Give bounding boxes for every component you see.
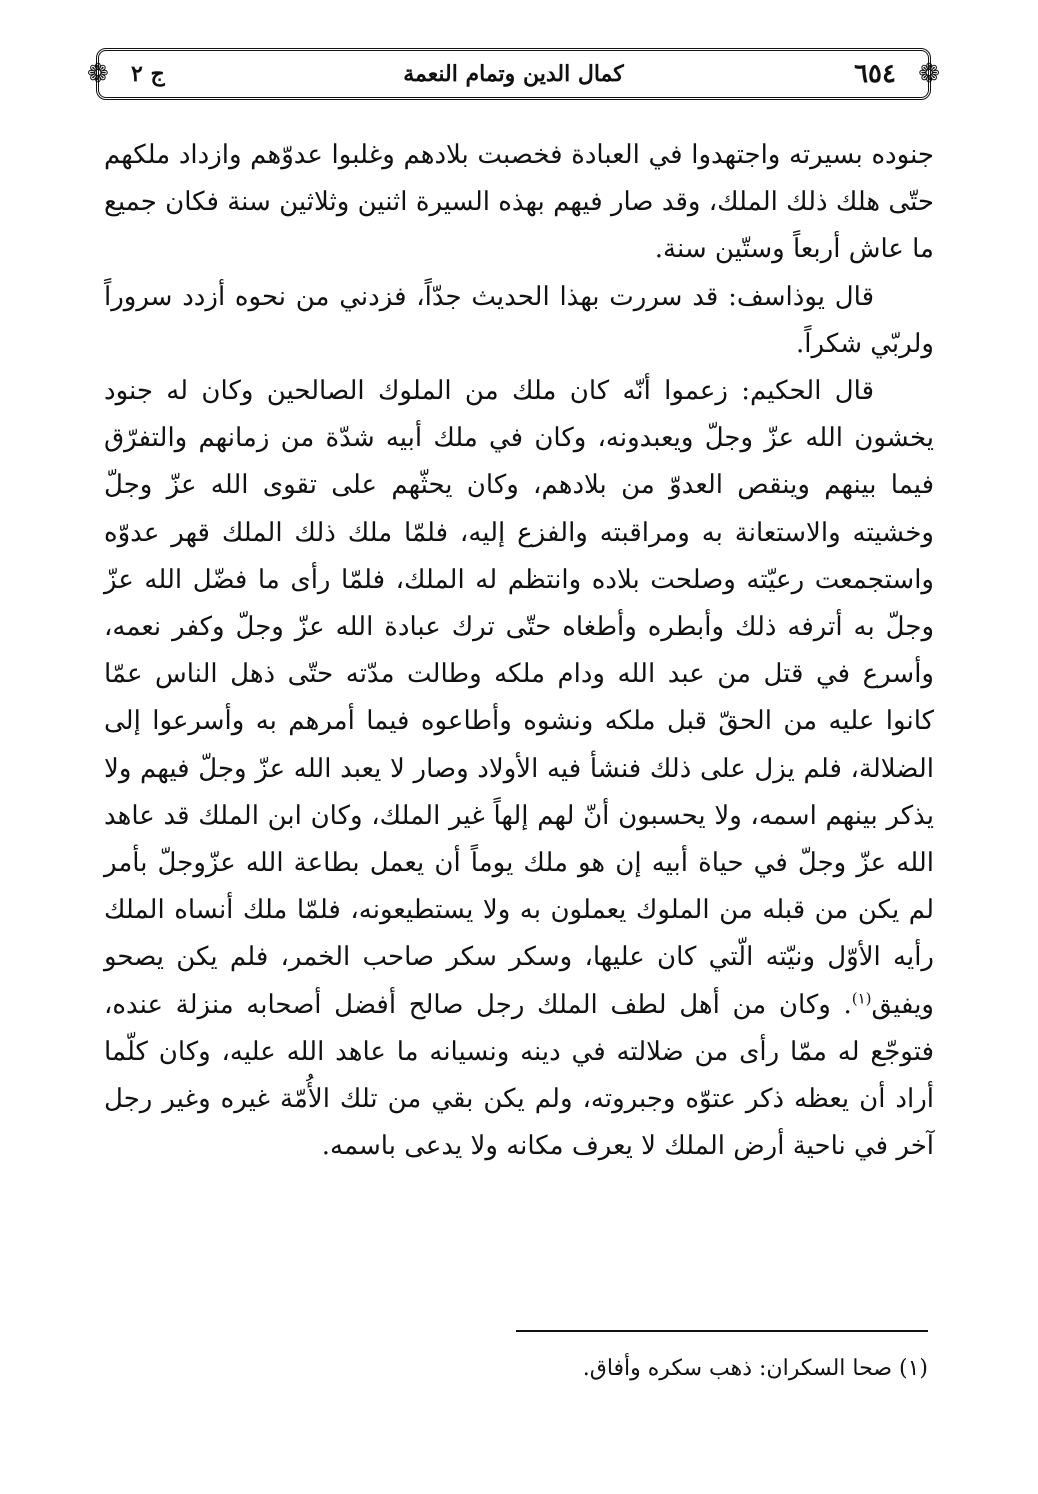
footnote-separator xyxy=(516,1330,928,1332)
header-ornament-left-icon: ❁ xyxy=(87,59,109,89)
volume-label: ج ٢ xyxy=(131,61,165,87)
paragraph-3-part-1: قال الحكيم: زعموا أنّه كان ملك من الملوك الصالحين وكان له جنود يخشون الله عزّ وجلّ ويعبدونه، وكان في ملك أبيه شدّة من زمانهم والتفرّق فيما بينهم وينقص العدوّ من بلادهم، وكان يحثّهم على تقوى الله عزّ وجلّ وخشيته والاستعانة به ومراقبته والفزع إليه، فلمّا ملك ذلك الملك قهر عدوّه واستجمعت رعيّته وصلحت بلاده وانتظم له الملك، فلمّا رأى ما فضّل الله عزّ وجلّ به أترفه ذلك وأبطره وأطغاه حتّى ترك عبادة الله عزّ وجلّ وكفر نعمه، وأسرع في قتل من عبد الله ودام ملكه وطالت مدّته حتّى ذهل الناس عمّا كانوا عليه من الحقّ قبل ملكه ونشوه وأطاعوه فيما أمرهم به وأسرعوا إلى الضلالة، فلم يزل على ذلك فنشأ فيه الأولاد وصار لا يعبد الله عزّ وجلّ فيهم ولا يذكر بينهم اسمه، ولا يحسبون أنّ لهم إلهاً غير الملك، وكان ابن الملك قد عاهد الله عزّ وجلّ في حياة أبيه إن هو ملك يوماً أن يعمل بطاعة الله عزّوجلّ بأمر لم يكن من قبله من الملوك يعملون به ولا يستطيعونه، فلمّا ملك أنساه الملك رأيه الأوّل ونيّته الّتي كان عليها، وسكر سكر صاحب الخمر، فلم يكن يصحو ويفيق xyxy=(104,376,934,1020)
paragraph-2: قال يوذاسف: قد سررت بهذا الحديث جدّاً، فزدني من نحوه أزدد سروراً ولربّي شكراً. xyxy=(104,281,934,359)
running-title: كمال الدين وتمام النعمة xyxy=(403,61,624,87)
paragraph-3-part-2: . وكان من أهل لطف الملك رجل صالح أفضل أصحابه منزلة عنده، فتوجّع له ممّا رأى من ضلالته في دينه ونسيانه ما عاهد الله عليه، وكان كلّما أراد أن يعظه ذكر عتوّه وجبروته، ولم يكن بقي من تلك الأُمّة غيره وغير رجل آخر في ناحية أرض الملك لا يعرف مكانه ولا يدعى باسمه. xyxy=(104,989,935,1162)
header-ornament-right-icon: ❁ xyxy=(918,59,940,89)
footnote: (١) صحا السكران: ذهب سكره وأفاق. xyxy=(582,1356,928,1381)
main-text xyxy=(104,132,934,1170)
paragraph-3 xyxy=(104,368,934,1170)
paragraph-1: جنوده بسيرته واجتهدوا في العبادة فخصبت بلادهم وغلبوا عدوّهم وازداد ملكهم حتّى هلك ذلك الملك، وقد صار فيهم بهذه السيرة اثنين وثلاثين سنة فكان جميع ما عاش أربعاً وستّين سنة. xyxy=(104,140,934,265)
page-header xyxy=(87,48,940,100)
page-number: ٦٥٤ xyxy=(854,59,896,89)
footnote-reference[interactable]: (١) xyxy=(851,989,872,1007)
